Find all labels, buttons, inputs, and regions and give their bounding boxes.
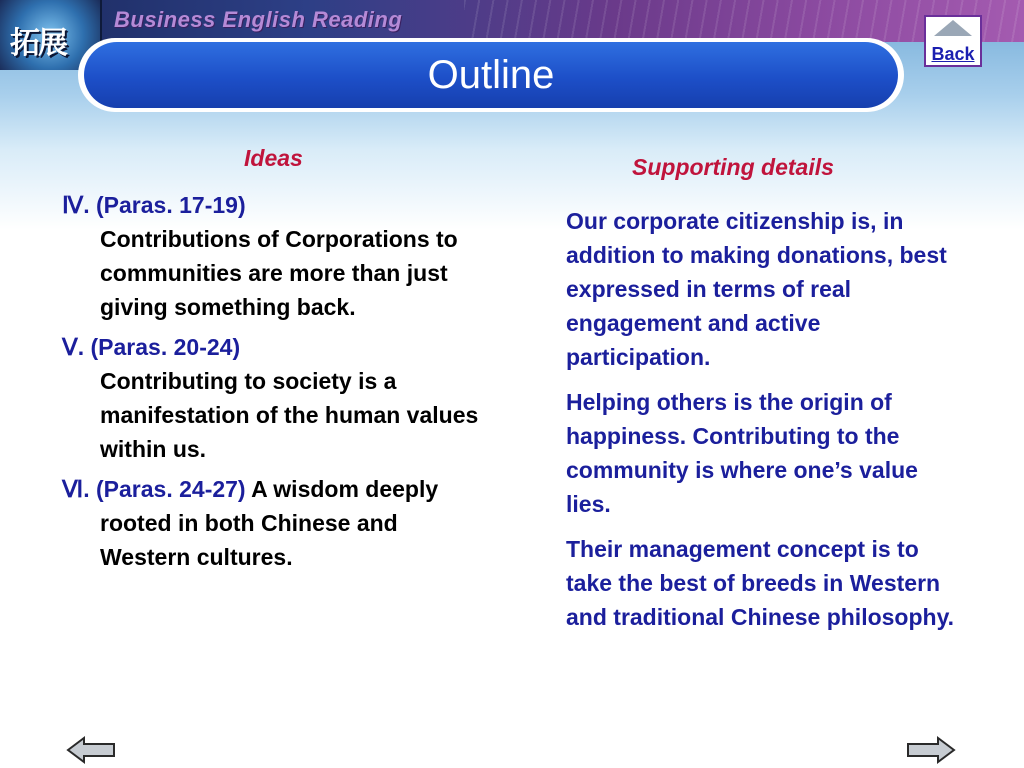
back-button[interactable] bbox=[924, 15, 982, 67]
idea-item bbox=[62, 188, 482, 324]
idea-paragraph-range: (Paras. 17-19) bbox=[96, 192, 246, 218]
arrow-right-icon[interactable] bbox=[906, 735, 956, 765]
supporting-details-list bbox=[566, 204, 966, 645]
logo-text: 拓展 bbox=[10, 26, 66, 61]
idea-item bbox=[62, 330, 482, 466]
app-title: Business English Reading bbox=[114, 7, 403, 32]
home-icon bbox=[934, 20, 972, 36]
ideas-heading: Ideas bbox=[244, 145, 303, 171]
slide-title: Outline bbox=[427, 53, 555, 97]
ideas-list bbox=[62, 188, 482, 580]
idea-numeral: Ⅴ. bbox=[62, 334, 85, 360]
idea-item bbox=[62, 472, 482, 574]
detail-paragraph: Our corporate citizenship is, in addition to making donations, best expressed in terms of real engagement and active participation. bbox=[566, 208, 947, 370]
idea-text: A wisdom deeply rooted in both Chinese and Western cultures. bbox=[100, 476, 439, 570]
idea-numeral: Ⅳ. bbox=[62, 192, 90, 218]
back-button-label: Back bbox=[931, 44, 975, 64]
idea-text: Contributing to society is a manifestation of the human values within us. bbox=[100, 368, 479, 462]
idea-text: Contributions of Corporations to communities are more than just giving something back. bbox=[100, 226, 458, 320]
idea-numeral: Ⅵ. bbox=[62, 476, 90, 502]
detail-paragraph: Helping others is the origin of happiness. Contributing to the community is where one’s value lies. bbox=[566, 389, 918, 517]
idea-paragraph-range: (Paras. 20-24) bbox=[90, 334, 241, 360]
detail-paragraph: Their management concept is to take the best of breeds in Western and traditional Chinese philosophy. bbox=[566, 536, 955, 630]
idea-paragraph-range: (Paras. 24-27) bbox=[96, 476, 246, 502]
supporting-details-heading: Supporting details bbox=[632, 154, 834, 180]
arrow-left-icon[interactable] bbox=[66, 735, 116, 765]
